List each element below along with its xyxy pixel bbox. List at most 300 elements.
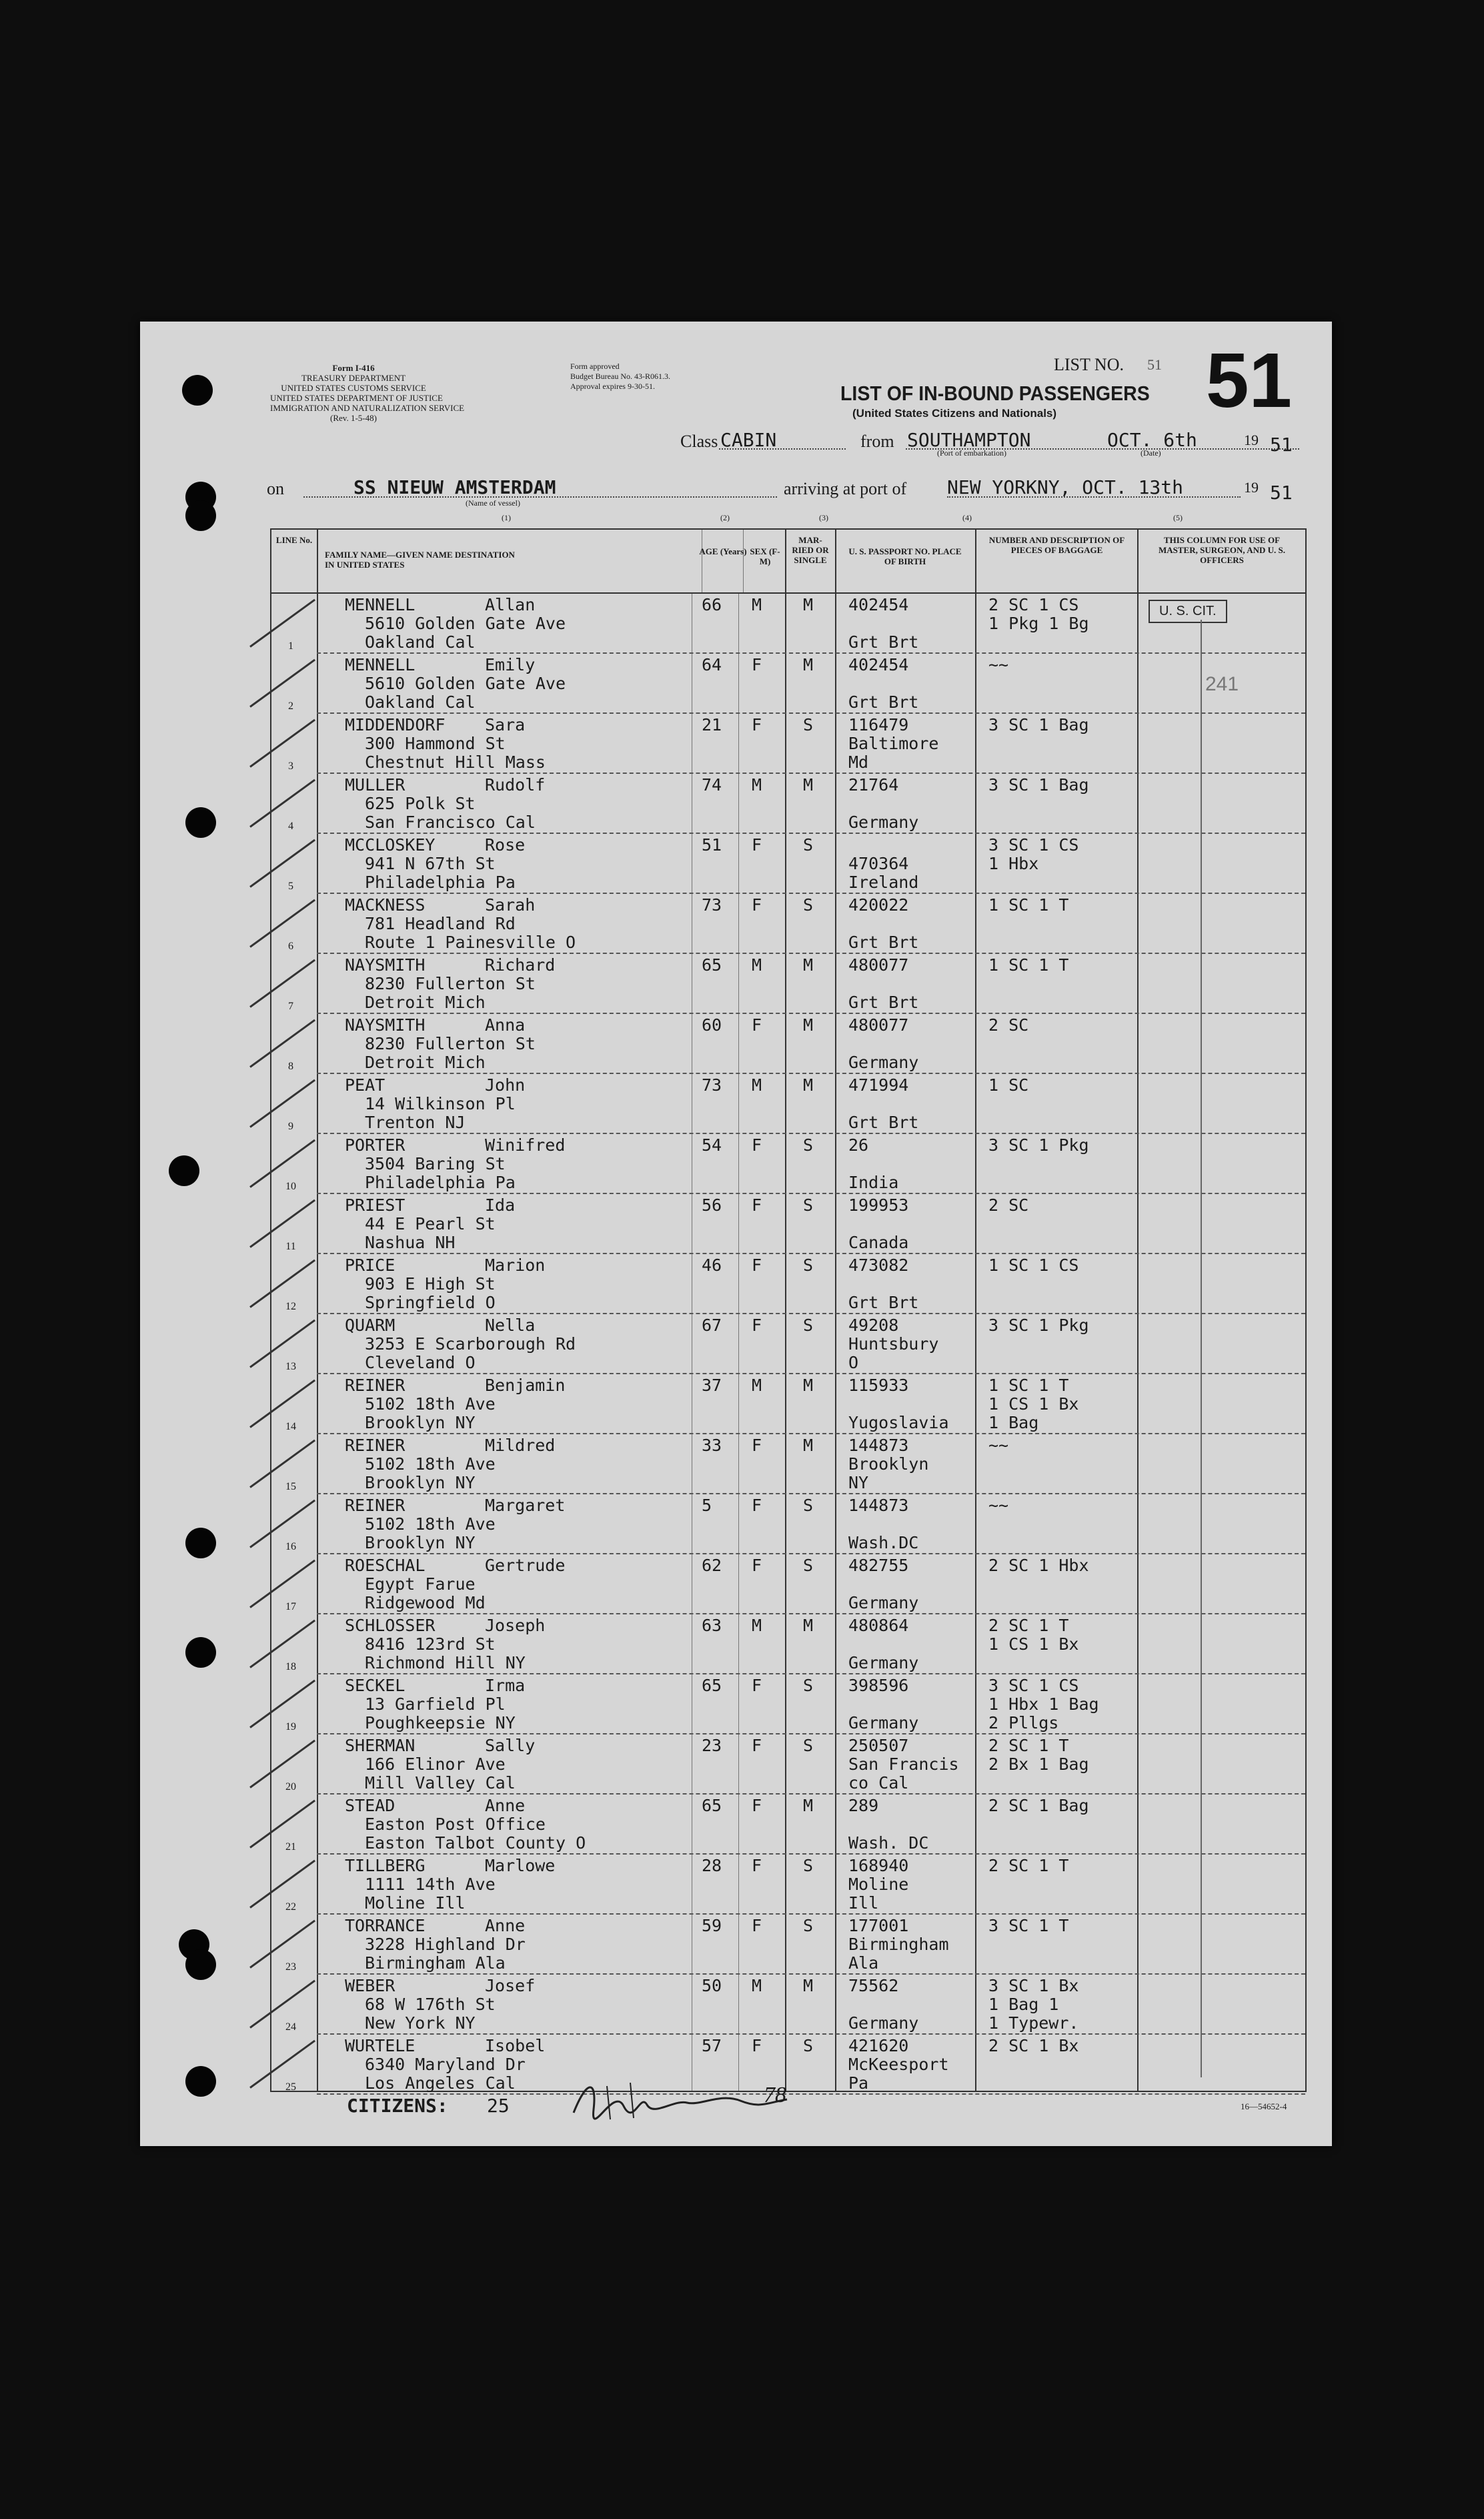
vessel-name: SS NIEUW AMSTERDAM — [353, 476, 556, 498]
table-row — [271, 1314, 1305, 1374]
table-row — [271, 1674, 1305, 1734]
departure-date: OCT. 6th — [1107, 429, 1197, 451]
address-line-1: 300 Hammond St — [365, 734, 506, 753]
table-row — [271, 714, 1305, 774]
table-row — [271, 1254, 1305, 1314]
table-row — [271, 1554, 1305, 1614]
line-number: 1 — [288, 640, 293, 652]
surname: PORTER — [345, 1135, 406, 1155]
baggage-line-1: 3 SC 1 Pkg — [988, 1316, 1089, 1335]
baggage-line-1: 2 SC 1 T — [988, 1856, 1069, 1875]
surname: ROESCHAL — [345, 1556, 426, 1575]
table-row — [271, 1614, 1305, 1674]
marital-status: M — [803, 1616, 814, 1635]
line-number: 15 — [285, 1481, 296, 1492]
approved-label: Form approved — [570, 362, 620, 371]
baggage-line-1: ~~ — [988, 1496, 1009, 1515]
address-line-1: 166 Elinor Ave — [365, 1754, 506, 1774]
passport-number: 177001 — [848, 1916, 909, 1935]
passport-number: 199953 — [848, 1195, 909, 1215]
baggage-line-1: 2 SC 1 Bx — [988, 2036, 1079, 2055]
year-value: 51 — [1270, 434, 1293, 456]
baggage-line-1: 1 SC 1 T — [988, 895, 1069, 915]
marital-status: S — [803, 1195, 814, 1215]
given-name: Emily — [485, 655, 536, 674]
sex: F — [752, 1736, 762, 1755]
address-line-2: Richmond Hill NY — [365, 1653, 526, 1672]
baggage-line-1: 1 SC 1 T — [988, 1376, 1069, 1395]
birthplace-line-1: 470364 — [848, 854, 909, 873]
baggage-line-1: 3 SC 1 Bag — [988, 715, 1089, 734]
address-line-1: 5102 18th Ave — [365, 1394, 496, 1414]
arriving-label: arriving at port of — [784, 479, 907, 498]
passport-number: 402454 — [848, 595, 909, 614]
col-number-1: (1) — [502, 513, 511, 522]
birthplace-line-2: Canada — [848, 1233, 909, 1252]
passport-number: 21764 — [848, 775, 899, 795]
age: 73 — [702, 1075, 722, 1095]
sex: F — [752, 835, 762, 855]
baggage-line-1: 3 SC 1 T — [988, 1916, 1069, 1935]
address-line-1: 8230 Fullerton St — [365, 974, 536, 993]
marital-status: S — [803, 1676, 814, 1695]
table-row — [271, 954, 1305, 1014]
marital-status: S — [803, 835, 814, 855]
baggage-line-2: 2 Bx 1 Bag — [988, 1754, 1089, 1774]
sex: F — [752, 1856, 762, 1875]
address-line-1: 1111 14th Ave — [365, 1875, 496, 1894]
col-number-4: (4) — [962, 513, 972, 522]
marital-status: S — [803, 895, 814, 915]
age: 73 — [702, 895, 722, 915]
baggage-line-1: 2 SC 1 T — [988, 1616, 1069, 1635]
passport-number: 49208 — [848, 1316, 899, 1335]
punch-hole-icon — [185, 1637, 216, 1668]
surname: MIDDENDORF — [345, 715, 446, 734]
marital-status: S — [803, 1255, 814, 1275]
address-line-2: Chestnut Hill Mass — [365, 752, 546, 772]
address-line-2: Poughkeepsie NY — [365, 1713, 516, 1732]
punch-hole-icon — [169, 1155, 199, 1186]
baggage-line-1: 2 SC 1 CS — [988, 595, 1079, 614]
citizens-label: CITIZENS: — [347, 2095, 448, 2117]
address-line-1: 44 E Pearl St — [365, 1214, 496, 1233]
birthplace-line-1: Moline — [848, 1875, 909, 1894]
line-number: 18 — [285, 1661, 296, 1672]
passport-number: 480864 — [848, 1616, 909, 1635]
line-number: 14 — [285, 1421, 296, 1432]
marital-status: S — [803, 1496, 814, 1515]
age: 65 — [702, 955, 722, 975]
marital-status: S — [803, 1135, 814, 1155]
from-value: SOUTHAMPTON — [907, 429, 1031, 451]
given-name: Isobel — [485, 2036, 546, 2055]
address-line-1: 3504 Baring St — [365, 1154, 506, 1173]
surname: REINER — [345, 1436, 406, 1455]
pencil-number: 241 — [1205, 673, 1239, 695]
birthplace-line-2: Germany — [848, 2013, 919, 2033]
surname: PRIEST — [345, 1195, 406, 1215]
on-label: on — [267, 479, 284, 498]
age: 51 — [702, 835, 722, 855]
sex: M — [752, 1616, 762, 1635]
passport-number: 26 — [848, 1135, 869, 1155]
marital-status: M — [803, 1976, 814, 1995]
line-number: 19 — [285, 1721, 296, 1732]
address-line-2: Brooklyn NY — [365, 1473, 476, 1492]
surname: MCCLOSKEY — [345, 835, 436, 855]
budget-approval — [570, 362, 670, 392]
birthplace-line-2: NY — [848, 1473, 869, 1492]
address-line-1: 5610 Golden Gate Ave — [365, 614, 566, 633]
header-officers: THIS COLUMN FOR USE OF MASTER, SURGEON, AND U. S. OFFICERS — [1159, 535, 1285, 565]
given-name: Irma — [485, 1676, 526, 1695]
line-number: 13 — [285, 1361, 296, 1372]
sex: F — [752, 1496, 762, 1515]
surname: SCHLOSSER — [345, 1616, 436, 1635]
given-name: Ida — [485, 1195, 516, 1215]
sex: F — [752, 1316, 762, 1335]
table-row — [271, 1734, 1305, 1795]
surname: PRICE — [345, 1255, 396, 1275]
surname: WEBER — [345, 1976, 396, 1995]
marital-status: M — [803, 1796, 814, 1815]
age: 56 — [702, 1195, 722, 1215]
class-label: Class — [680, 432, 718, 451]
marital-status: M — [803, 655, 814, 674]
surname: REINER — [345, 1496, 406, 1515]
passport-number: 289 — [848, 1796, 879, 1815]
age: 65 — [702, 1676, 722, 1695]
address-line-1: 8416 123rd St — [365, 1634, 496, 1654]
passport-number: 480077 — [848, 955, 909, 975]
header-married: MAR-RIED OR SINGLE — [792, 535, 829, 565]
budget-label: Budget Bureau No. 43-R061.3. — [570, 372, 670, 381]
sex: F — [752, 655, 762, 674]
given-name: Richard — [485, 955, 556, 975]
baggage-line-2: 1 Hbx 1 Bag — [988, 1694, 1099, 1714]
from-label: from — [860, 432, 894, 451]
line-number: 11 — [285, 1241, 296, 1252]
age: 66 — [702, 595, 722, 614]
passport-number: 421620 — [848, 2036, 909, 2055]
marital-status: S — [803, 1856, 814, 1875]
table-row — [271, 774, 1305, 834]
passport-number: 116479 — [848, 715, 909, 734]
line-number: 10 — [285, 1181, 296, 1192]
header-name: FAMILY NAME—GIVEN NAME DESTINATION IN UNITED STATES — [325, 550, 515, 570]
sex: M — [752, 955, 762, 975]
sex: F — [752, 2036, 762, 2055]
surname: NAYSMITH — [345, 955, 426, 975]
marital-status: S — [803, 1736, 814, 1755]
marital-status: M — [803, 775, 814, 795]
birthplace-line-2: Germany — [848, 1653, 919, 1672]
birthplace-line-1: McKeesport — [848, 2055, 949, 2074]
given-name: Josef — [485, 1976, 536, 1995]
surname: TORRANCE — [345, 1916, 426, 1935]
line-number: 3 — [288, 761, 293, 772]
sex: M — [752, 1376, 762, 1395]
sex: F — [752, 1195, 762, 1215]
table-row — [271, 1494, 1305, 1554]
surname: WURTELE — [345, 2036, 416, 2055]
baggage-line-1: 3 SC 1 Bx — [988, 1976, 1079, 1995]
birthplace-line-2: Yugoslavia — [848, 1413, 949, 1432]
customs-label: UNITED STATES CUSTOMS SERVICE — [281, 383, 426, 393]
baggage-line-1: 2 SC 1 Bag — [988, 1796, 1089, 1815]
signature-icon — [567, 2073, 874, 2126]
table-row — [271, 1855, 1305, 1915]
baggage-line-1: 1 SC — [988, 1075, 1029, 1095]
passport-number: 144873 — [848, 1436, 909, 1455]
baggage-line-1: 3 SC 1 CS — [988, 1676, 1079, 1695]
birthplace-line-2: Md — [848, 752, 869, 772]
passport-number: 168940 — [848, 1856, 909, 1875]
address-line-2: Detroit Mich — [365, 993, 486, 1012]
age: 59 — [702, 1916, 722, 1935]
given-name: Rose — [485, 835, 526, 855]
sex: M — [752, 1976, 762, 1995]
address-line-2: New York NY — [365, 2013, 476, 2033]
marital-status: S — [803, 1916, 814, 1935]
address-line-1: 3253 E Scarborough Rd — [365, 1334, 576, 1354]
line-number: 16 — [285, 1541, 296, 1552]
given-name: Margaret — [485, 1496, 566, 1515]
line-number: 23 — [285, 1961, 296, 1973]
table-row — [271, 1374, 1305, 1434]
passport-number: 144873 — [848, 1496, 909, 1515]
sex: M — [752, 595, 762, 614]
form-code: 16—54652-4 — [1241, 2101, 1287, 2111]
surname: NAYSMITH — [345, 1015, 426, 1035]
address-line-2: Moline Ill — [365, 1893, 466, 1913]
birthplace-line-2: Pa — [848, 2073, 869, 2093]
baggage-line-3: 1 Typewr. — [988, 2013, 1079, 2033]
given-name: Nella — [485, 1316, 536, 1335]
address-line-2: Brooklyn NY — [365, 1413, 476, 1432]
surname: REINER — [345, 1376, 406, 1395]
baggage-line-2: 1 CS 1 Bx — [988, 1634, 1079, 1654]
birthplace-line-2: Ill — [848, 1893, 879, 1913]
form-header-left — [270, 363, 465, 423]
address-line-2: Nashua NH — [365, 1233, 456, 1252]
age: 5 — [702, 1496, 712, 1515]
passport-number: 420022 — [848, 895, 909, 915]
given-name: Sara — [485, 715, 526, 734]
punch-hole-icon — [185, 1949, 216, 1980]
passport-number: 480077 — [848, 1015, 909, 1035]
given-name: Allan — [485, 595, 536, 614]
punch-hole-icon — [185, 807, 216, 838]
punch-hole-icon — [182, 375, 213, 406]
birthplace-line-2: Grt Brt — [848, 1293, 919, 1312]
baggage-line-1: 3 SC 1 Bag — [988, 775, 1089, 795]
surname: MENNELL — [345, 595, 416, 614]
sex: F — [752, 1015, 762, 1035]
birthplace-line-2: Germany — [848, 1713, 919, 1732]
line-number: 21 — [285, 1841, 296, 1853]
baggage-line-3: 2 Pllgs — [988, 1713, 1059, 1732]
given-name: Anne — [485, 1796, 526, 1815]
address-line-2: Springfield O — [365, 1293, 496, 1312]
passport-number: 398596 — [848, 1676, 909, 1695]
ins-label: IMMIGRATION AND NATURALIZATION SERVICE — [270, 403, 465, 413]
sex: F — [752, 1556, 762, 1575]
marital-status: M — [803, 1015, 814, 1035]
given-name: Mildred — [485, 1436, 556, 1455]
line-number: 22 — [285, 1901, 296, 1913]
line-number: 6 — [288, 941, 293, 952]
header-line-no: LINE No. — [275, 535, 313, 545]
table-row — [271, 1014, 1305, 1074]
address-line-1: 903 E High St — [365, 1274, 496, 1294]
address-line-1: 6340 Maryland Dr — [365, 2055, 526, 2074]
table-row — [271, 894, 1305, 954]
address-line-1: 5102 18th Ave — [365, 1514, 496, 1534]
given-name: Gertrude — [485, 1556, 566, 1575]
line-number: 4 — [288, 821, 293, 832]
col-number-2: (2) — [720, 513, 730, 522]
address-line-1: 13 Garfield Pl — [365, 1694, 506, 1714]
birthplace-line-1: Brooklyn — [848, 1454, 929, 1474]
year-prefix: 19 — [1244, 432, 1259, 448]
table-row — [271, 1194, 1305, 1254]
citizens-count: 25 — [487, 2095, 510, 2117]
age: 63 — [702, 1616, 722, 1635]
birthplace-line-2: Germany — [848, 1593, 919, 1612]
birthplace-line-2: Germany — [848, 813, 919, 832]
address-line-2: Birmingham Ala — [365, 1953, 506, 1973]
age: 50 — [702, 1976, 722, 1995]
address-line-2: Philadelphia Pa — [365, 1173, 516, 1192]
date-caption: (Date) — [1141, 448, 1161, 458]
surname: PEAT — [345, 1075, 386, 1095]
birthplace-line-2: Ireland — [848, 873, 919, 892]
birthplace-line-2: Germany — [848, 1053, 919, 1072]
age: 37 — [702, 1376, 722, 1395]
port-embarkation-caption: (Port of embarkation) — [937, 448, 1006, 458]
officer-vertical-line — [1201, 620, 1202, 2077]
baggage-line-1: 3 SC 1 Pkg — [988, 1135, 1089, 1155]
address-line-1: 625 Polk St — [365, 794, 476, 813]
surname: TILLBERG — [345, 1856, 426, 1875]
arrival-year: 51 — [1270, 482, 1293, 504]
line-number: 8 — [288, 1061, 293, 1072]
table-row — [271, 1795, 1305, 1855]
address-line-2: Mill Valley Cal — [365, 1773, 516, 1793]
punch-hole-icon — [185, 2066, 216, 2097]
manifest-page — [140, 322, 1332, 2146]
line-number: 9 — [288, 1121, 293, 1132]
surname: QUARM — [345, 1316, 396, 1335]
birthplace-line-1: Birmingham — [848, 1935, 949, 1954]
birthplace-line-2: Grt Brt — [848, 692, 919, 712]
table-row — [271, 1915, 1305, 1975]
address-line-2: Easton Talbot County O — [365, 1833, 586, 1853]
birthplace-line-2: Grt Brt — [848, 632, 919, 652]
address-line-2: Philadelphia Pa — [365, 873, 516, 892]
address-line-1: 5102 18th Ave — [365, 1454, 496, 1474]
birthplace-line-1: San Francis — [848, 1754, 959, 1774]
table-row — [271, 834, 1305, 894]
address-line-2: Oakland Cal — [365, 692, 476, 712]
marital-status: M — [803, 955, 814, 975]
header-age: AGE (Years) — [699, 546, 747, 556]
birthplace-line-2: Wash. DC — [848, 1833, 929, 1853]
treasury-label: TREASURY DEPARTMENT — [301, 373, 406, 383]
line-number: 5 — [288, 881, 293, 892]
birthplace-line-2: India — [848, 1173, 899, 1192]
age: 28 — [702, 1856, 722, 1875]
birthplace-line-2: Wash.DC — [848, 1533, 919, 1552]
header-baggage: NUMBER AND DESCRIPTION OF PIECES OF BAGGAGE — [988, 535, 1125, 555]
list-number-big: 51 — [1206, 337, 1293, 424]
passport-number: 250507 — [848, 1736, 909, 1755]
surname: MENNELL — [345, 655, 416, 674]
signature-note: 78 — [764, 2083, 786, 2107]
line-number: 7 — [288, 1001, 293, 1012]
line-number: 25 — [285, 2081, 296, 2093]
col-number-5: (5) — [1173, 513, 1183, 522]
surname: MACKNESS — [345, 895, 426, 915]
baggage-line-1: ~~ — [988, 655, 1009, 674]
address-line-1: Egypt Farue — [365, 1574, 476, 1594]
marital-status: S — [803, 1316, 814, 1335]
baggage-line-2: 1 CS 1 Bx — [988, 1394, 1079, 1414]
age: 46 — [702, 1255, 722, 1275]
baggage-line-1: 1 SC 1 CS — [988, 1255, 1079, 1275]
surname: STEAD — [345, 1796, 396, 1815]
table-row — [271, 1975, 1305, 2035]
marital-status: S — [803, 2036, 814, 2055]
address-line-2: Cleveland O — [365, 1353, 476, 1372]
address-line-2: Detroit Mich — [365, 1053, 486, 1072]
surname: SHERMAN — [345, 1736, 416, 1755]
list-number-label: LIST NO. — [1054, 355, 1124, 374]
sex: F — [752, 1255, 762, 1275]
marital-status: S — [803, 1556, 814, 1575]
arrival-year-prefix: 19 — [1244, 479, 1259, 496]
birthplace-line-2: Grt Brt — [848, 993, 919, 1012]
sex: F — [752, 715, 762, 734]
sex: M — [752, 1075, 762, 1095]
age: 60 — [702, 1015, 722, 1035]
line-number: 17 — [285, 1601, 296, 1612]
marital-status: S — [803, 715, 814, 734]
birthplace-line-2: Grt Brt — [848, 1113, 919, 1132]
passport-number: 402454 — [848, 655, 909, 674]
address-line-2: Route 1 Painesville O — [365, 933, 576, 952]
age: 65 — [702, 1796, 722, 1815]
line-number: 20 — [285, 1781, 296, 1793]
us-citizen-stamp: U. S. CIT. — [1149, 600, 1227, 623]
age: 54 — [702, 1135, 722, 1155]
address-line-2: Ridgewood Md — [365, 1593, 486, 1612]
arrival-port-date: NEW YORKNY, OCT. 13th — [947, 476, 1184, 498]
passport-number: 473082 — [848, 1255, 909, 1275]
passport-number: 482755 — [848, 1556, 909, 1575]
surname: MULLER — [345, 775, 406, 795]
address-line-1: 68 W 176th St — [365, 1995, 496, 2014]
address-line-2: Los Angeles Cal — [365, 2073, 516, 2093]
address-line-2: Oakland Cal — [365, 632, 476, 652]
baggage-line-3: 1 Bag — [988, 1413, 1039, 1432]
expires-label: Approval expires 9-30-51. — [570, 382, 655, 391]
list-number-small: 51 — [1147, 356, 1162, 373]
punch-hole-icon — [185, 1528, 216, 1558]
baggage-line-1: 2 SC 1 T — [988, 1736, 1069, 1755]
